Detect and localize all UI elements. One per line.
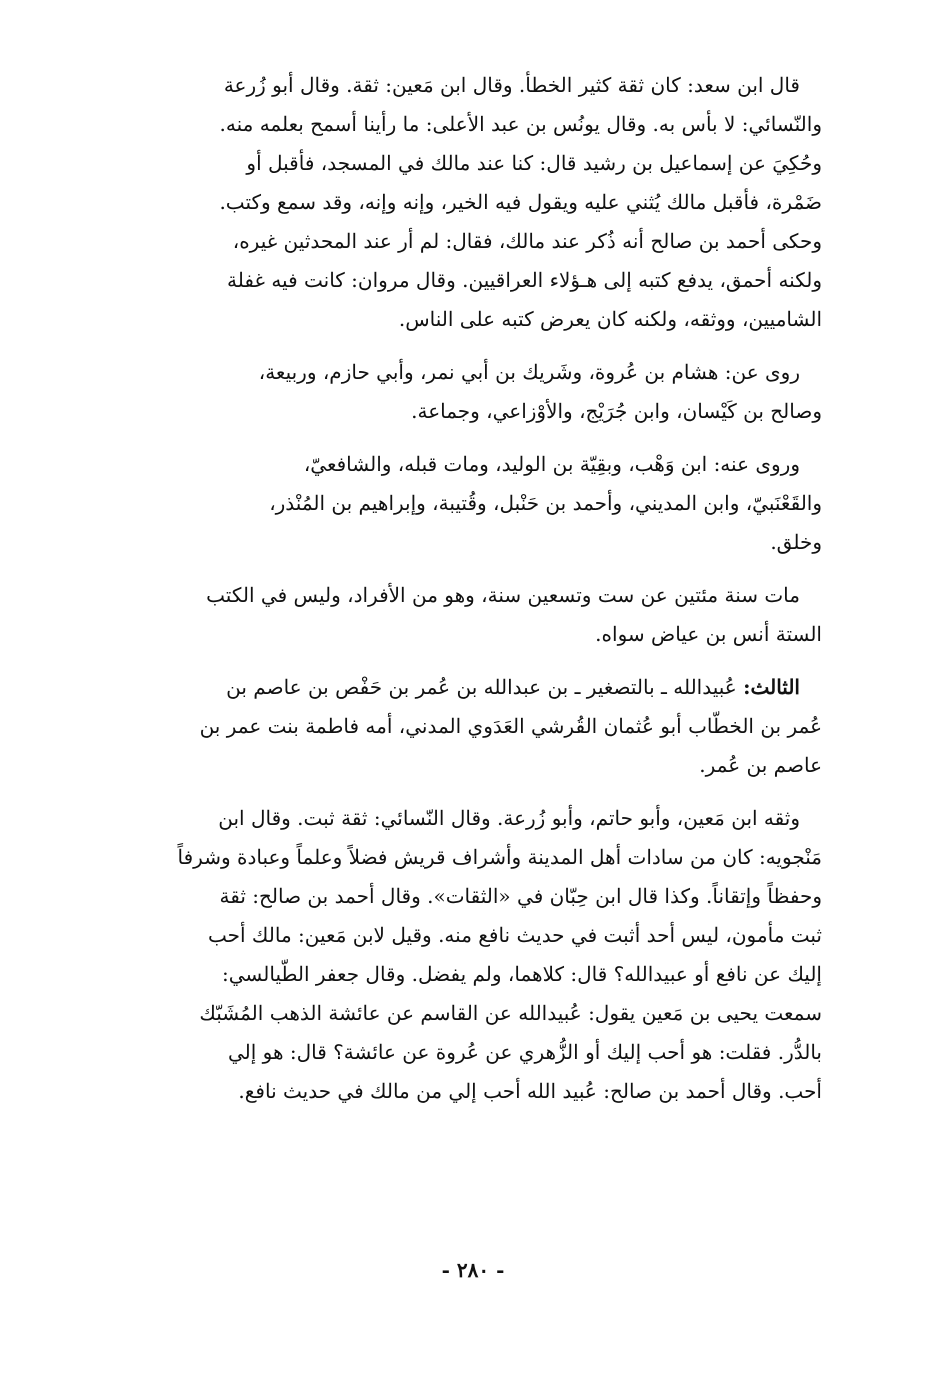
text-line: مات سنة مئتين عن ست وتسعين سنة، وهو من الأفراد، وليس في الكتب	[206, 583, 800, 607]
text-line: الشاميين، ووثقه، ولكنه كان يعرض كتبه على الناس.	[398, 307, 822, 331]
text-line: سمعت يحيى بن مَعين يقول: عُبيدالله عن القاسم عن عائشة الذهب المُشَبّك	[199, 1001, 822, 1025]
text-line: عُمر بن الخطّاب أبو عُثمان القُرشي العَدَوي المدني، أمه فاطمة بنت عمر بن	[199, 714, 822, 738]
text-line: عاصم بن عُمر.	[699, 753, 822, 777]
text-line: ثبت مأمون، ليس أحد أثبت في حديث نافع منه. وقيل لابن مَعين: مالك أحب	[208, 923, 822, 947]
paragraph-narrated-from	[138, 353, 822, 431]
text-line: بالدُّر. فقلت: هو أحب إليك أو الزُّهري عن عُروة عن عائشة؟ قال: هو إلي	[227, 1040, 822, 1064]
page-body	[138, 66, 822, 1111]
text-line: مَنْجويه: كان من سادات أهل المدينة وأشراف قريش فضلاً وعلماً وعبادة وشرفاً	[177, 845, 822, 869]
text-line: وحكى أحمد بن صالح أنه ذُكر عند مالك، فقال: لم أر عند المحدثين غيره،	[232, 229, 822, 253]
text-line: الستة أنس بن عياض سواه.	[595, 622, 822, 646]
text-line: إليك عن نافع أو عبيدالله؟ قال: كلاهما، ولم يفضل. وقال جعفر الطّيالسي:	[222, 962, 822, 986]
text-line: وصالح بن كَيْسان، وابن جُرَيْج، والأوْزاعي، وجماعة.	[411, 399, 822, 423]
paragraph-tawthiq	[138, 799, 822, 1111]
entry-heading: الثالث:	[743, 675, 800, 699]
text-line: وحفظاً وإتقاناً. وكذا قال ابن حِبّان في «الثقات». وقال أحمد بن صالح: ثقة	[219, 884, 822, 908]
text-line: قال ابن سعد: كان ثقة كثير الخطأ. وقال ابن مَعين: ثقة. وقال أبو زُرعة	[223, 73, 800, 97]
text-line: ضَمْرة، فأقبل مالك يُثني عليه ويقول فيه الخير، وإنه وإنه، وقد سمع وكتب.	[219, 190, 822, 214]
text-line: والقَعْنَبيّ، وابن المديني، وأحمد بن حَنْبل، وقُتيبة، وإبراهيم بن المُنْذر،	[269, 491, 822, 515]
text-line: أحب. وقال أحمد بن صالح: عُبيد الله أحب إلي من مالك في حديث نافع.	[238, 1079, 822, 1103]
paragraph-ibn-saad	[138, 66, 822, 339]
page-number: - ٢٨٠ -	[441, 1258, 505, 1282]
entry-heading-text: عُبيدالله ـ بالتصغير ـ بن عبدالله بن عُمر بن حَفْص بن عاصم بن	[226, 675, 744, 699]
text-line: روى عن: هشام بن عُروة، وشَريك بن أبي نمر، وأبي حازم، وربيعة،	[258, 360, 800, 384]
paragraph-death	[138, 576, 822, 654]
text-line: ولكنه أحمق، يدفع كتبه إلى هـؤلاء العراقيين. وقال مروان: كانت فيه غفلة	[227, 268, 822, 292]
text-line: والنّسائي: لا بأس به. وقال يونُس بن عبد الأعلى: ما رأينا أسمح بعلمه منه.	[219, 112, 822, 136]
text-line: وحُكِيَ عن إسماعيل بن رشيد قال: كنا عند مالك في المسجد، فأقبل أو	[246, 151, 822, 175]
text-line	[138, 668, 822, 707]
text-line: وثقه ابن مَعين، وأبو حاتم، وأبو زُرعة. وقال النّسائي: ثقة ثبت. وقال ابن	[218, 806, 800, 830]
text-line: وخلق.	[770, 530, 822, 554]
text-line: وروى عنه: ابن وَهْب، وبقِيّة بن الوليد، ومات قبله، والشافعيّ،	[303, 452, 800, 476]
paragraph-narrated-by	[138, 445, 822, 562]
paragraph-third-entry	[138, 668, 822, 785]
